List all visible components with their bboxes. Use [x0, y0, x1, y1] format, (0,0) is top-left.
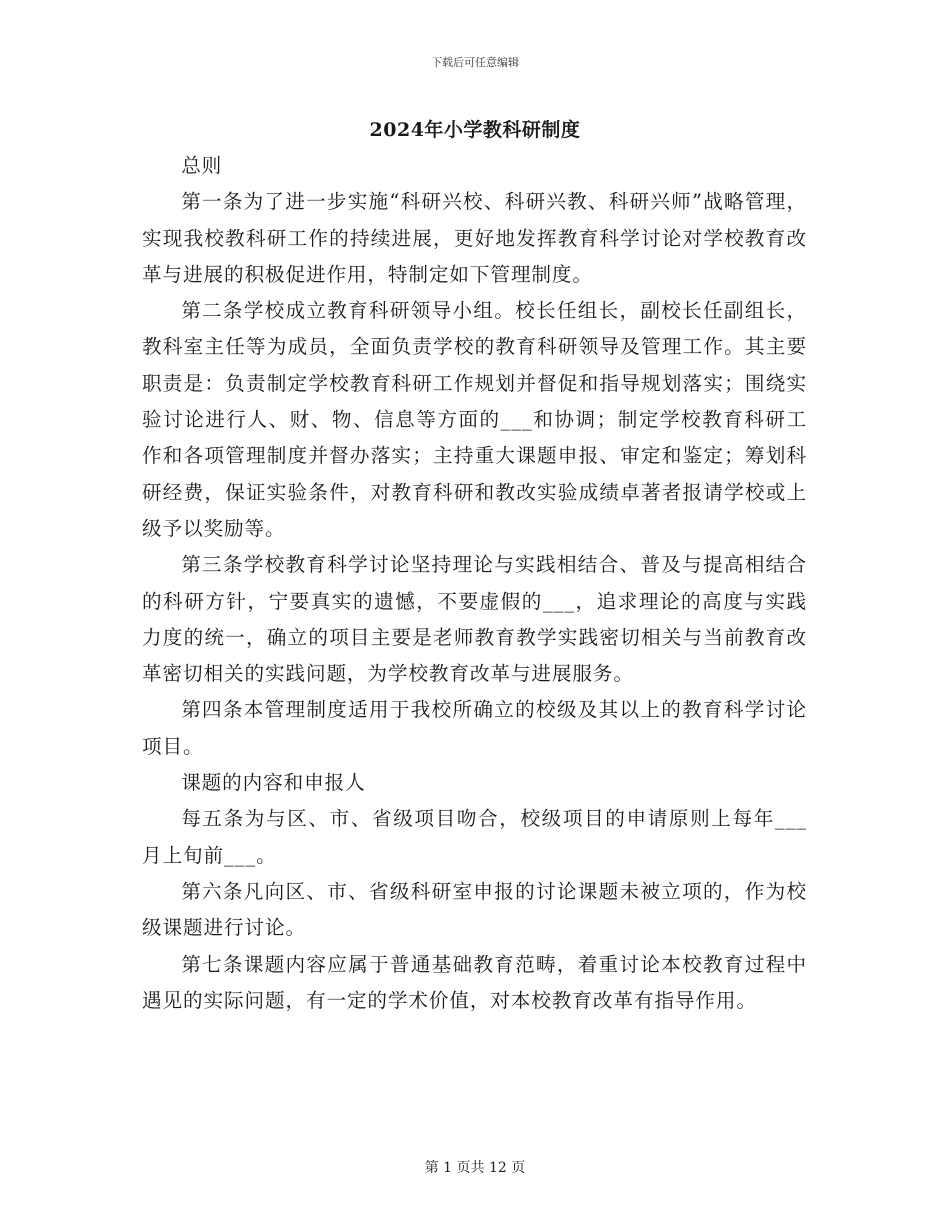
- paragraph-article-5: 每五条为与区、市、省级项目吻合，校级项目的申请原则上每年___月上旬前___。: [142, 807, 807, 867]
- section-heading-general: 总则: [181, 154, 223, 177]
- document-title: 2024年小学教科研制度: [369, 119, 581, 141]
- paragraph-article-2: 第二条学校成立教育科研领导小组。校长任组长，副校长任副组长，教科室主任等为成员，全面负责学校的教育科研领导及管理工作。其主要职责是：负责制定学校教育科研工作规划并督促和指导规划落实；围绕实验讨论进行人、财、物、信息等方面的___和协调；制定学校教育科研工作和各项管理制度并督办落实；主持重大课题申报、审定和鉴定；筹划科研经费，保证实验条件，对教育科研和教改实验成绩卓著者报请学校或上级予以奖励等。: [142, 299, 807, 540]
- document-body: [142, 148, 807, 1019]
- page-footer: 第 1 页共 12 页: [424, 1160, 526, 1176]
- paragraph-article-3: 第三条学校教育科学讨论坚持理论与实践相结合、普及与提高相结合的科研方针，宁要真实的遗憾，不要虚假的___，追求理论的高度与实践力度的统一，确立的项目主要是老师教育教学实践密切相关与当前教育改革密切相关的实践问题，为学校教育改革与进展服务。: [142, 553, 807, 686]
- header-note: 下载后可任意编辑: [431, 56, 519, 69]
- paragraph-article-4: 第四条本管理制度适用于我校所确立的校级及其以上的教育科学讨论项目。: [142, 698, 807, 758]
- paragraph-article-6: 第六条凡向区、市、省级科研室申报的讨论课题未被立项的，作为校级课题进行讨论。: [142, 879, 807, 940]
- section-heading-topics: 课题的内容和申报人: [181, 771, 366, 795]
- paragraph-article-7: 第七条课题内容应属于普通基础教育范畴，着重讨论本校教育过程中遇见的实际问题，有一定的学术价值，对本校教育改革有指导作用。: [142, 952, 807, 1012]
- paragraph-article-1: 第一条为了进一步实施“科研兴校、科研兴教、科研兴师”战略管理，实现我校教科研工作的持续进展，更好地发挥教育科学讨论对学校教育改革与进展的积极促进作用，特制定如下管理制度。: [142, 190, 807, 286]
